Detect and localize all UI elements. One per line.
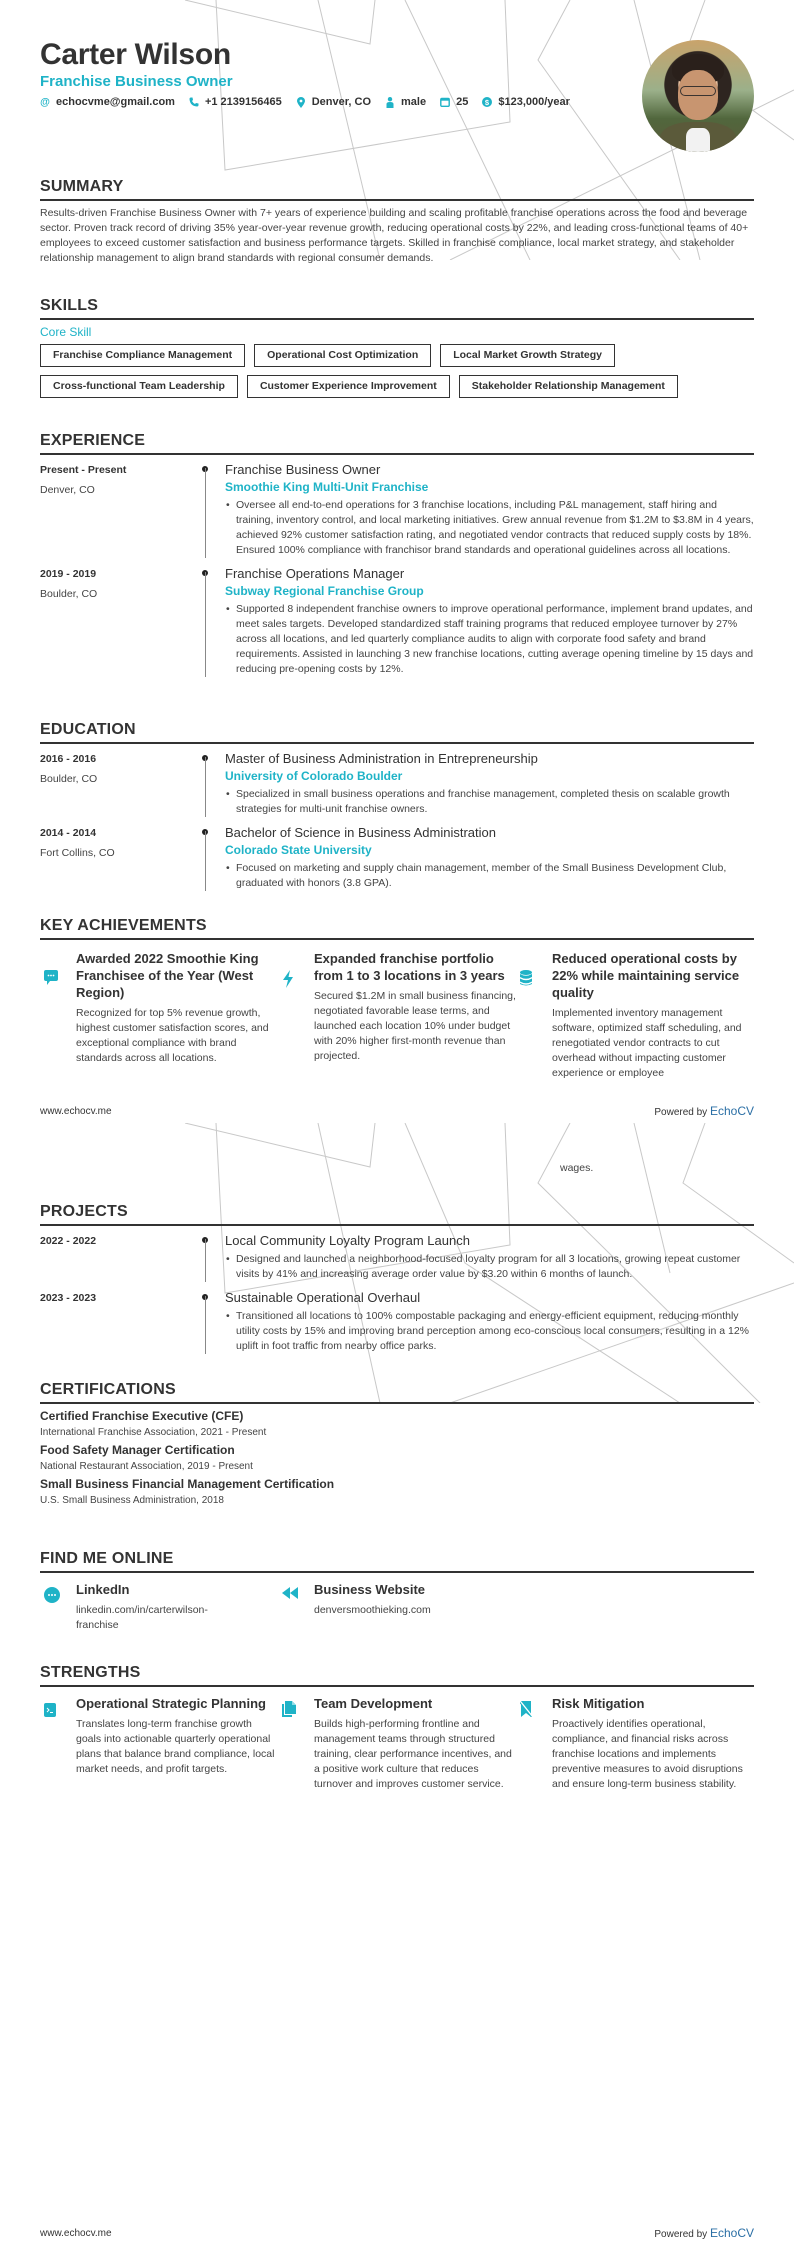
skills-section: [40, 297, 754, 398]
school-name: Colorado State University: [225, 843, 372, 857]
entry-dates: 2016 - 2016: [40, 753, 97, 765]
linkedin-dots-icon: [40, 1581, 76, 1633]
svg-text:$: $: [485, 98, 490, 107]
footer-site-link[interactable]: www.echocv.me: [40, 1105, 112, 1117]
achievement-card: [40, 950, 278, 1081]
section-title: PROJECTS: [40, 1203, 754, 1226]
entry-location: Boulder, CO: [40, 588, 98, 600]
degree: Bachelor of Science in Business Administration: [225, 825, 496, 840]
rewind-icon: [278, 1581, 314, 1633]
strength-description: Builds high-performing frontline and management teams through structured training, clear performance incentives, and a positive work culture that reduces turnover and improves customer service.: [314, 1718, 512, 1790]
entry-location: Fort Collins, CO: [40, 847, 115, 859]
school-name: University of Colorado Boulder: [225, 769, 403, 783]
entry-dates: Present - Present: [40, 464, 127, 476]
summary-text: Results-driven Franchise Business Owner with 7+ years of experience building and scaling profitable franchise operations across the food and beverage sector. Proven track record of driving 35% year-over-year revenue growth, reducing operational costs by 22%, and leading cross-functional teams of 40+ employees to exceed customer satisfaction and business performance targets. Skilled in franchise compliance, local market strategy, and stakeholder relationship management to align brand standards with regional consumer demands.: [40, 207, 749, 264]
certification-item: [40, 1409, 754, 1438]
strength-description: Translates long-term franchise growth goals into actionable quarterly operational plans that balance brand compliance, local market needs, and profit targets.: [76, 1718, 275, 1775]
footer-site-link[interactable]: www.echocv.me: [40, 2227, 112, 2239]
achievement-title: Awarded 2022 Smoothie King Franchisee of the Year (West Region): [76, 951, 259, 1000]
strength-card: [516, 1695, 754, 1792]
online-url[interactable]: linkedin.com/in/carterwilson-franchise: [76, 1604, 208, 1631]
entry-location: Denver, CO: [40, 484, 95, 496]
skill-tag: Customer Experience Improvement: [247, 375, 450, 398]
strength-title: Risk Mitigation: [552, 1696, 645, 1711]
terminal-icon: [40, 1695, 76, 1792]
job-title: Franchise Operations Manager: [225, 566, 405, 581]
footer-powered-by: Powered by EchoCV: [654, 1104, 754, 1118]
online-profile-website[interactable]: [278, 1581, 516, 1633]
achievement-card: [278, 950, 516, 1081]
section-title: FIND ME ONLINE: [40, 1550, 754, 1573]
contact-age: 25: [440, 96, 468, 108]
section-title: SKILLS: [40, 297, 754, 320]
online-url[interactable]: denversmoothieking.com: [314, 1604, 431, 1616]
education-section: [40, 721, 754, 891]
section-title: SUMMARY: [40, 178, 754, 201]
project-name: Sustainable Operational Overhaul: [225, 1290, 421, 1305]
summary-section: [40, 178, 754, 266]
location-pin-icon: [296, 97, 306, 108]
certification-item: [40, 1477, 754, 1506]
echocv-brand[interactable]: EchoCV: [709, 2226, 754, 2240]
skill-tag: Operational Cost Optimization: [254, 344, 431, 367]
education-entry: [40, 823, 754, 891]
chat-bubble-icon: [40, 950, 76, 1081]
experience-entry: [40, 460, 754, 558]
project-description: • Designed and launched a neighborhood-focused loyalty program for all 3 locations, growing repeat customer visits by 41% and increasing average order value by $3.20 within 6 months of launch.: [225, 1252, 754, 1282]
entry-dates: 2023 - 2023: [40, 1292, 97, 1304]
education-entry: [40, 749, 754, 817]
online-profile-linkedin[interactable]: [40, 1581, 278, 1633]
certification-meta: International Franchise Association, 2021 - Present: [40, 1427, 267, 1438]
skill-tag: Cross-functional Team Leadership: [40, 375, 238, 398]
job-description: • Supported 8 independent franchise owners to improve operational performance, implement brand updates, and meet sales targets. Developed standardized staff training programs that reduced employee turnover by 27% across all locations, and led quarterly compliance audits to align with corporate food safety and brand requirements. Assisted in launching 3 new franchise locations, cutting average opening timeline by 15 days and reducing pre-opening costs by 12%.: [225, 602, 754, 677]
entry-dates: 2014 - 2014: [40, 827, 97, 839]
strengths-section: [40, 1664, 754, 1792]
projects-section: [40, 1203, 754, 1354]
job-description: • Oversee all end-to-end operations for 3 franchise locations, including P&L management, staff hiring and training, inventory control, and local marketing initiatives. Grew annual revenue from $1.2M to $3.8M in 4 years, achieved 92% customer satisfaction rating, and negotiated vendor contracts that reduced supply costs by 18%. Ensured 100% compliance with franchisor brand standards and operational guidelines across all locations.: [225, 498, 754, 558]
contact-list: [40, 96, 570, 108]
project-name: Local Community Loyalty Program Launch: [225, 1233, 470, 1248]
experience-entry: [40, 564, 754, 677]
project-entry: [40, 1231, 754, 1282]
strength-card: [40, 1695, 278, 1792]
achievements-section: [40, 917, 754, 1081]
contact-location: Denver, CO: [296, 96, 371, 108]
entry-dates: 2019 - 2019: [40, 568, 97, 580]
strength-title: Team Development: [314, 1696, 433, 1711]
online-label: LinkedIn: [76, 1582, 130, 1597]
contact-phone[interactable]: +1 2139156465: [189, 96, 282, 108]
certifications-section: [40, 1381, 754, 1506]
job-title: Franchise Business Owner: [225, 462, 381, 477]
achievement-title: Reduced operational costs by 22% while maintaining service quality: [552, 951, 740, 1000]
company-name: Smoothie King Multi-Unit Franchise: [225, 480, 429, 494]
strength-title: Operational Strategic Planning: [76, 1696, 266, 1711]
achievement-description: Implemented inventory management software, optimized staff scheduling, and renegotiated vendor contracts to cut overhead without impacting customer experience or employee: [552, 1007, 742, 1079]
dollar-icon: [482, 97, 492, 107]
certification-name: Certified Franchise Executive (CFE): [40, 1409, 244, 1423]
skill-group-label: Core Skill: [40, 325, 92, 339]
page-footer: [40, 1104, 754, 1118]
lightning-bolt-icon: [278, 950, 314, 1081]
candidate-name: Carter Wilson: [40, 38, 231, 71]
profile-photo: [642, 40, 754, 152]
achievement-description: Secured $1.2M in small business financing, negotiated favorable lease terms, and launched each location 10% under budget with 20% higher first-month revenue than projected.: [314, 990, 516, 1062]
project-entry: [40, 1288, 754, 1354]
entry-location: Boulder, CO: [40, 773, 98, 785]
phone-icon: [189, 97, 199, 107]
footer-powered-by: Powered by EchoCV: [654, 2226, 754, 2240]
page-footer: [40, 2226, 754, 2240]
certification-meta: National Restaurant Association, 2019 - Present: [40, 1461, 253, 1472]
certification-item: [40, 1443, 754, 1472]
skill-tag: Franchise Compliance Management: [40, 344, 245, 367]
project-description: • Transitioned all locations to 100% compostable packaging and energy-efficient equipment, reducing monthly utility costs by 15% and improving brand perception among eco-conscious local consumers, resulting in a 12% uplift in foot traffic from nearby office parks.: [225, 1309, 754, 1354]
degree: Master of Business Administration in Entrepreneurship: [225, 751, 538, 766]
experience-section: [40, 432, 754, 677]
skill-tags: [40, 344, 754, 398]
section-title: EDUCATION: [40, 721, 754, 744]
section-title: KEY ACHIEVEMENTS: [40, 917, 754, 940]
education-description: • Focused on marketing and supply chain management, member of the Small Business Development Club, graduated with honors (3.8 GPA).: [225, 861, 754, 891]
achievement-card: [516, 950, 754, 1081]
achievement-title: Expanded franchise portfolio from 1 to 3 locations in 3 years: [314, 951, 505, 983]
section-title: EXPERIENCE: [40, 432, 754, 455]
contact-gender: male: [385, 96, 426, 108]
strength-card: [278, 1695, 516, 1792]
section-title: STRENGTHS: [40, 1664, 754, 1687]
bookmark-slash-icon: [516, 1695, 552, 1792]
education-description: • Specialized in small business operations and franchise management, completed thesis on scalable growth strategies for multi-unit franchise owners.: [225, 787, 754, 817]
achievement-description: Recognized for top 5% revenue growth, highest customer satisfaction scores, and exceptional compliance with brand standards across all locations.: [76, 1007, 269, 1064]
company-name: Subway Regional Franchise Group: [225, 584, 424, 598]
database-icon: [516, 950, 552, 1081]
at-icon: @: [40, 96, 50, 108]
contact-email[interactable]: @ echocvme@gmail.com: [40, 96, 175, 108]
certification-meta: U.S. Small Business Administration, 2018: [40, 1495, 224, 1506]
certification-name: Food Safety Manager Certification: [40, 1443, 235, 1457]
section-title: CERTIFICATIONS: [40, 1381, 754, 1404]
contact-salary: $ $123,000/year: [482, 96, 570, 108]
strength-description: Proactively identifies operational, compliance, and financial risks across franchise locations and implements preventive measures to avoid disruptions and ensure long-term business stability.: [552, 1718, 743, 1790]
skill-tag: Local Market Growth Strategy: [440, 344, 615, 367]
candidate-title: Franchise Business Owner: [40, 73, 233, 90]
calendar-icon: [440, 97, 450, 107]
documents-icon: [278, 1695, 314, 1792]
echocv-brand[interactable]: EchoCV: [709, 1104, 754, 1118]
entry-dates: 2022 - 2022: [40, 1235, 97, 1247]
certification-name: Small Business Financial Management Certification: [40, 1477, 335, 1491]
online-label: Business Website: [314, 1582, 426, 1597]
person-icon: [385, 97, 395, 108]
achievement-description-continued: wages.: [560, 1162, 594, 1174]
online-section: [40, 1550, 754, 1633]
skill-tag: Stakeholder Relationship Management: [459, 375, 678, 398]
